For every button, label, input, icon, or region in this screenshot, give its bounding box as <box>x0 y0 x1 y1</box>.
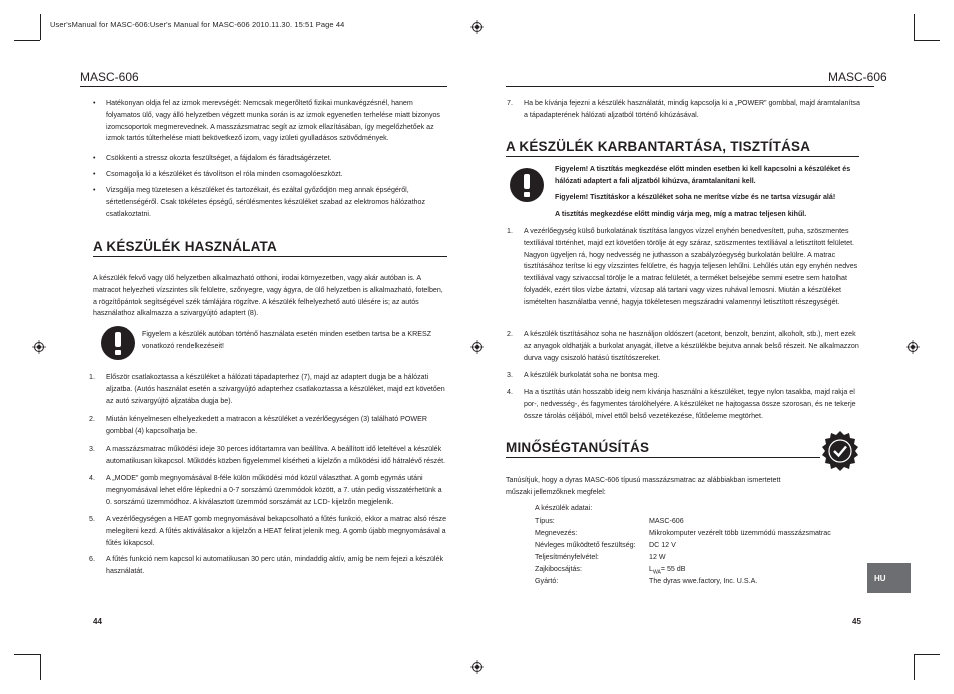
usage-step-2: 2. Miután kényelmesen elhelyezkedett a matracon a készüléket a vezérlőegységen (3) található POWER gombbal (4) kapcsolhatja be. <box>89 415 427 435</box>
spec-label-power: Teljesítményfelvétel: <box>535 553 599 561</box>
cleaning-warning-2: Figyelem! Tisztításkor a készüléket soha ne merítse vízbe és ne tartsa vízsugár alá! <box>555 193 836 201</box>
spec-value-voltage: DC 12 V <box>649 541 676 549</box>
spec-title: A készülék adatai: <box>535 504 593 512</box>
page-number-left: 44 <box>93 617 102 626</box>
cleaning-warning-icon <box>510 168 544 202</box>
cleaning-step-4: 4. Ha a tisztítás után hosszabb ideig nem kívánja használni a készüléket, tegye nylon tasakba, majd rakja el por-, nedvesség-, és fagymentes tárolóhelyére. A készüléket ne hajtogassa össze szorosan, és ne tekerje össze tárolás céljából, mivel ettől belső vezetékezése, fűtőeleme megtörhet. <box>507 388 856 420</box>
spec-value-noise: $L_{WA}= 55$ dB <box>649 565 686 576</box>
spec-label-noise: Zajkibocsájtás: <box>535 565 582 573</box>
left-header-rule <box>80 86 447 87</box>
left-bullet-4: • Vizsgálja meg tüzetesen a készüléket és tartozékait, és ezáltal győződjön meg annak épségéről, sértetlenségéről. Csak tökéletes épségű, sérülésmentes készüléket szabad az elektromos hálózathoz csatlakoztatni. <box>106 185 448 220</box>
spec-value-manufacturer: The dyras wwe.factory, Inc. U.S.A. <box>649 577 758 585</box>
quality-seal-icon <box>820 430 860 472</box>
spec-label-type: Típus: <box>535 517 555 525</box>
usage-step-4: 4. A „MODE” gomb megnyomásával 8-féle külön működési mód közül választhat. A gomb egymás utáni megnyomásával lehet előre lépkedni a 0-7 sorszámú üzemmódok között, a 7. után pedig visszatérhetünk a 0. sorszámú üzemmódhoz. A kiválasztott üzemmód sorszámát az LCD- kijelzőn megjelenik. <box>89 474 442 506</box>
registration-mark-top <box>470 20 484 34</box>
heading-cleaning: A KÉSZÜLÉK KARBANTARTÁSA, TISZTÍTÁSA <box>506 139 811 154</box>
spec-label-name: Megnevezés: <box>535 529 578 537</box>
registration-mark-right <box>906 340 920 354</box>
usage-step-6: 6. A fűtés funkció nem kapcsol ki automatikusan 30 perc után, mindaddig aktív, amíg be nem fejezi a készülék használatát. <box>89 555 444 575</box>
cleaning-step-1: 1. A vezérlőegység külső burkolatának tisztítása langyos vízzel enyhén benedvesített, puha, szöszmentes textíliával történhet, majd ezt követően törölje át egy száraz, szöszmentes textíliával a letisztított felületet. Nagyon ügyeljen rá, hogy nedvesség ne juthasson a szabályzóegység burkolatán belülre. A matrac tisztításához terítse ki egy vízszintes felületre, és hagyja teljesen lehűlni. Lehűlés után egy enyhén nedves textíliával vagy szivaccsal törölje le a matrac felületét, a terméket belsejébe semmi esetre sem hatolhat folyadék, ezért tilos vízbe áztatni, vízcsap alá tartani vagy vizes ruhával lemosni. Miután a készüléket ismételten használatba venné, hagyja tökéletesen megszáradni valamennyi letisztított részegységét. <box>507 227 858 306</box>
heading-cleaning-rule <box>506 156 859 157</box>
spec-label-manufacturer: Gyártó: <box>535 577 559 585</box>
right-header-rule <box>506 86 874 87</box>
usage-step-3: 3. A masszázsmatrac működési ideje 30 perces időtartamra van beállítva. A beállított idő leteltével a készülék automatikusan kikapcsol. Működés közben figyelemmel kísérheti a kijelzőn a működési idő hátralévő részét. <box>89 445 446 465</box>
usage-warning: Figyelem a készülék autóban történő használata esetén minden esetben tartsa be a KRESZ vonatkozó rendelkezéseit! <box>142 330 432 350</box>
usage-step-5: 5. A vezérlőegységen a HEAT gomb megnyomásával bekapcsolható a fűtés funkció, ekkor a matrac alsó része melegíteni kezd. A fűtés aktiválásakor a kijelzőn a HEAT felirat jelenik meg. A gomb újabb megnyomásával a fűtés kikapcsol. <box>89 515 447 547</box>
spec-label-voltage: Névleges működtető feszültség: <box>535 541 636 549</box>
heading-usage: A KÉSZÜLÉK HASZNÁLATA <box>93 239 277 254</box>
heading-certification: MINŐSÉGTANÚSÍTÁS <box>506 440 650 455</box>
spec-value-type: MASC-606 <box>649 517 684 525</box>
heading-usage-rule <box>93 256 447 257</box>
certification-text: Tanúsítjuk, hogy a dyras MASC-606 típusú masszázsmatrac az alábbiakban ismertetett műszaki jellemzőknek megfelel: <box>506 476 781 496</box>
spec-value-name: Mikrokomputer vezérelt több üzemmódú masszázsmatrac <box>649 529 831 537</box>
left-bullet-1: • Hatékonyan oldja fel az izmok merevségét: Nemcsak megerőltető fizikai munkavégzésnél, hanem folyamatos ülő, vagy álló helyzetben végzett munka során is az izmok egyenetlen terhelése miatt bizonyos izomcsoportok megmerevednek. A masszázsmatrac segít az izmok ellazításában, így megelőzhetőek az izmok tartós túlterhelése miatt bekövetkező izom, vagy izületi gyulladásos szövődmények. <box>106 98 448 145</box>
left-running-header: MASC-606 <box>80 70 139 84</box>
usage-step-7: 7. Ha be kívánja fejezni a készülék használatát, mindig kapcsolja ki a „POWER” gombbal, majd áramtalanítsa a tápadapterének hálózati aljzatból történő kihúzásával. <box>507 99 860 119</box>
registration-mark-center <box>470 340 484 354</box>
page-number-right: 45 <box>852 617 861 626</box>
heading-certification-rule <box>506 457 820 458</box>
right-running-header: MASC-606 <box>828 70 887 84</box>
left-bullet-3: • Csomagolja ki a készüléket és távolítson el róla minden csomagolóeszközt. <box>106 169 448 181</box>
usage-step-1: 1. Először csatlakoztassa a készüléket a hálózati tápadapterhez (7), majd az adaptert dugja be a hálózati aljzatba. (Autós használat esetén a szivargyújtó adapterhez csatlakoztassa a készüléket, majd ezt követően az autó szivargyújtó aljzatába dugja be). <box>89 373 445 405</box>
cleaning-step-2: 2. A készülék tisztításához soha ne használjon oldószert (acetont, benzolt, benzint, alkoholt, stb.), mert ezek az anyagok oldhatják a burkolat anyagát, illetve a készülékbe bejutva annak belső részeit. Ne alkalmazzon durva vagy csiszoló hatású tisztítószereket. <box>507 330 859 362</box>
cleaning-step-3: 3. A készülék burkolatát soha ne bontsa meg. <box>507 371 660 379</box>
cleaning-warning-3: A tisztítás megkezdése előtt mindig várja meg, míg a matrac teljesen kihűl. <box>555 210 807 218</box>
cleaning-warning-1: Figyelem! A tisztítás megkezdése előtt minden esetben ki kell kapcsolni a készüléket és hálózati adaptert a fali aljzatból kihúzva, áramtalanítani kell. <box>555 165 851 185</box>
spec-value-power: 12 W <box>649 553 666 561</box>
warning-icon <box>101 326 135 360</box>
language-tab: HU <box>867 563 911 593</box>
print-slug: User'sManual for MASC-606:User's Manual for MASC-606 2010.11.30. 15:51 Page 44 <box>50 20 345 29</box>
registration-mark-bottom <box>470 660 484 674</box>
left-bullet-2: • Csökkenti a stressz okozta feszültséget, a fájdalom és fáradtságérzetet. <box>106 153 448 165</box>
registration-mark-left <box>32 340 46 354</box>
usage-intro: A készülék fekvő vagy ülő helyzetben alkalmazható otthoni, irodai környezetben, vagy akár autóban is. A matracot helyezheti vízszintes sík felületre, szőnyegre, vagy ágyra, de ülő helyzetben is alkalmazható, fotelben, a rögzítőpántok segítségével szék támlájára rögzítve. A készülék felhelyezhető autó ülésére is; az autós használathoz alkalmazza a szivargyújtó adaptert (8). <box>93 274 443 318</box>
